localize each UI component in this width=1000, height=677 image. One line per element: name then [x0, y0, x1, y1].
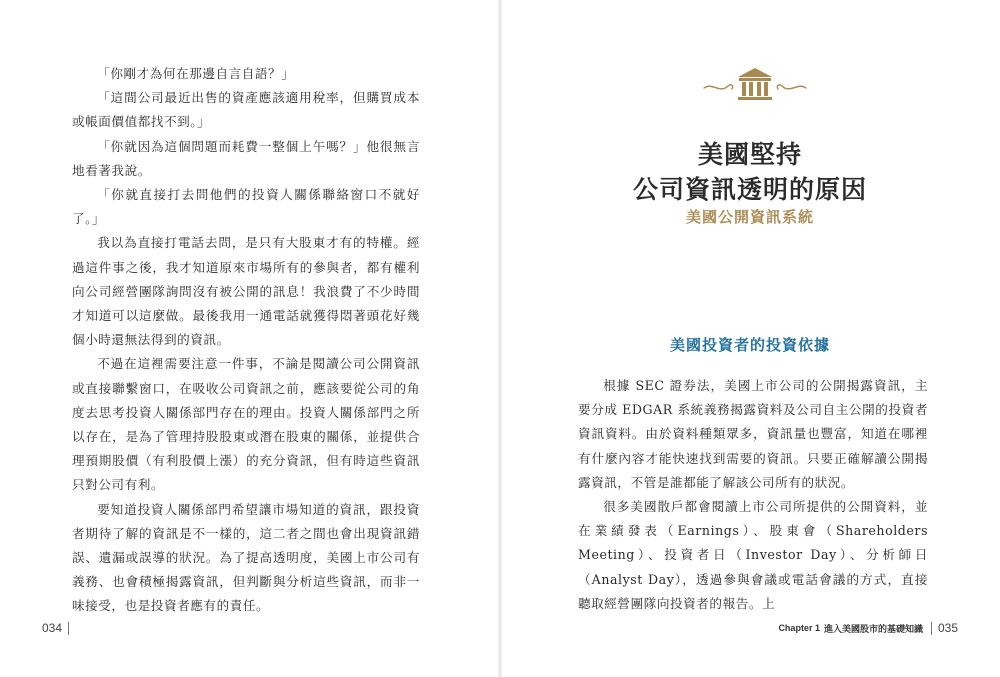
running-chapter-title: 進入美國股市的基礎知識	[823, 623, 923, 634]
right-page-body	[578, 374, 928, 616]
section-heading: 美國投資者的投資依據	[669, 336, 830, 354]
left-paragraph: 「這間公司最近出售的資產應該適用稅率，但購買成本或帳面價值都找不到。」	[72, 90, 420, 130]
left-page-number: 034	[42, 621, 63, 635]
left-paragraph: 「你就因為這個問題而耗費一整個上午嗎？」他很無言地看著我說。	[72, 138, 420, 178]
right-page-number: 035	[937, 621, 958, 635]
left-paragraph: 不過在這裡需要注意一件事，不論是閱讀公司公開資訊或直接聯繫窗口，在吸收公司資訊之前，應該要從公司的角度去思考投資人關係部門存在的理由。投資人關係部門之所以存在，是為了管理持股股東或潛在股東的關係，並提供合理預期股價（有利股價上漲）的充分資訊，但有時這些資訊只對公司有利。	[72, 356, 420, 493]
chapter-title-line-2: 公司資訊透明的原因	[632, 175, 867, 204]
left-paragraph: 「你就直接打去問他們的投資人關係聯絡窗口不就好了。」	[72, 187, 420, 227]
folio-divider	[68, 622, 69, 635]
left-page-body	[72, 62, 420, 619]
chapter-title-line-1: 美國堅持	[697, 140, 802, 169]
right-paragraph: 根據 SEC 證券法，美國上市公司的公開揭露資訊，主要分成 EDGAR 系統義務揭露資料及公司自主公開的投資者資訊資料。由於資料種類眾多，資訊量也豐富，知道在哪裡有什麼內容才能快速找到需要的資訊。只要正確解讀公開揭露資訊，不管是誰都能了解該公司所有的狀況。	[578, 378, 928, 490]
left-paragraph: 「你剛才為何在那邊自言自語？」	[97, 66, 295, 81]
right-folio	[778, 621, 958, 635]
chapter-subtitle: 美國公開資訊系統	[685, 208, 814, 226]
right-paragraph: 很多美國散戶都會閱讀上市公司所提供的公開資料，並在業績發表（Earnings）、股東會（Shareholders Meeting）、投資者日（Investor Day）、分析師日（Analyst Day），透過參與會議或電話會議的方式，直接聽取經營團隊向投資者的報告。上	[578, 499, 928, 611]
left-paragraph: 我以為直接打電話去問，是只有大股東才有的特權。經過這件事之後，我才知道原來市場所有的參與者，都有權利向公司經營團隊詢問沒有被公開的訊息！我浪費了不少時間才知道可以這麼做。最後我用一通電話就獲得悶著頭花好幾個小時還無法得到的資訊。	[72, 235, 420, 348]
folio-divider	[931, 622, 932, 635]
bank-building-icon	[700, 64, 810, 104]
left-folio	[42, 621, 69, 635]
page-gutter	[498, 0, 502, 677]
chapter-label: Chapter 1	[778, 623, 820, 633]
left-paragraph: 要知道投資人關係部門希望讓市場知道的資訊，跟投資者期待了解的資訊是不一樣的，這二者之間也會出現資訊錯誤、遺漏或誤導的狀況。為了提高透明度，美國上市公司有義務、也會積極揭露資訊，但判斷與分析這些資訊，而非一味接受，也是投資者應有的責任。	[72, 501, 420, 614]
